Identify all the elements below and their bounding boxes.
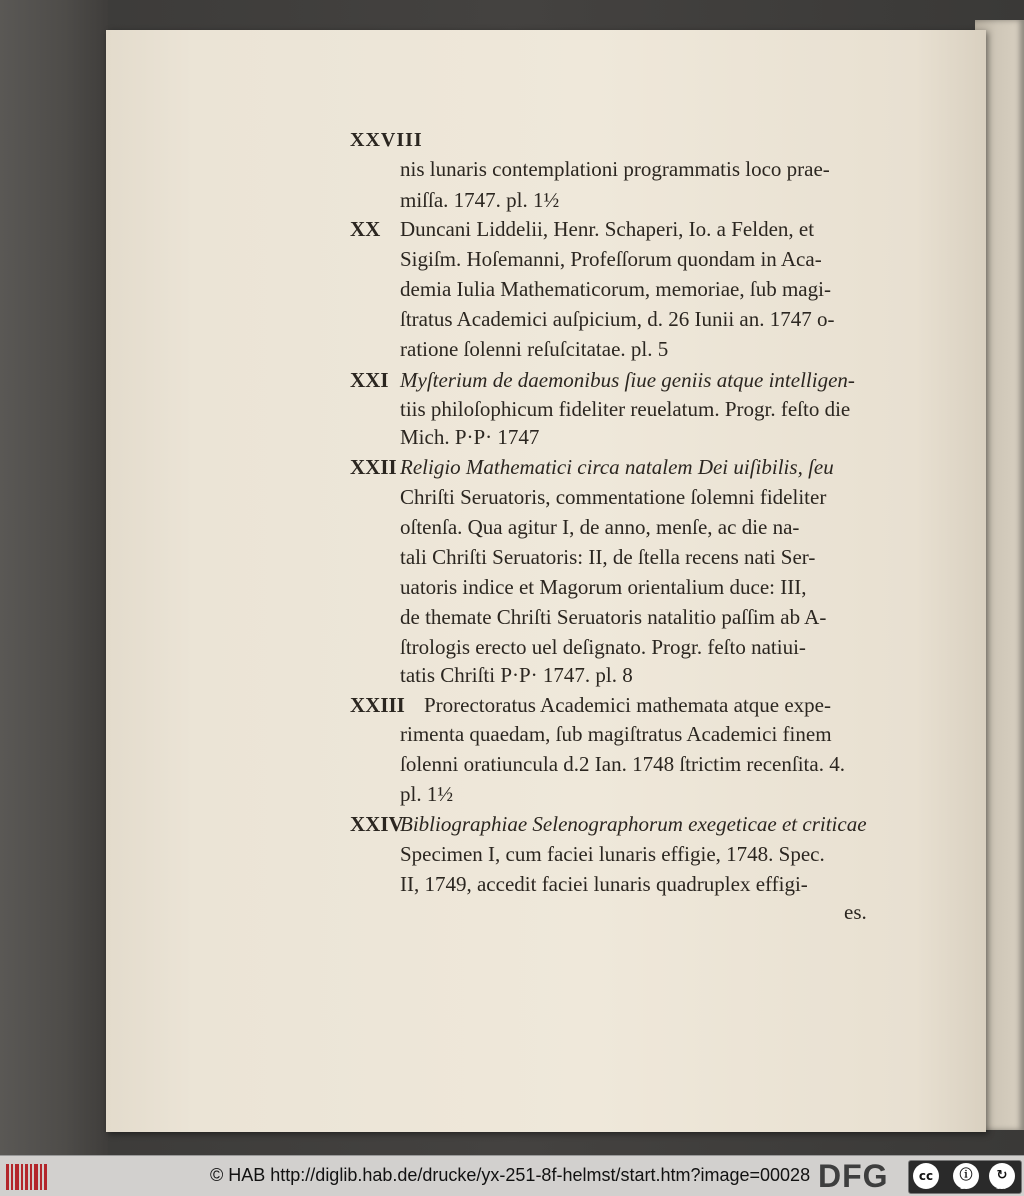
text-line: demia Iulia Mathematicorum, memoriae, ſub magi- (400, 277, 831, 301)
text-line: rimenta quaedam, ſub magiſtratus Academici finem (400, 722, 832, 746)
text-line: ſolenni oratiuncula d.2 Ian. 1748 ſtrictim recenſita. 4. (400, 752, 845, 776)
text-line: oſtenſa. Qua agitur I, de anno, menſe, ac die na- (400, 515, 800, 539)
sa-label: SA (996, 1183, 1006, 1191)
text-line: tatis Chriſti P·P· 1747. pl. 8 (400, 663, 633, 687)
text-line: ſtrologis erecto uel deſignato. Progr. feſto natiui- (400, 635, 806, 659)
text-line: ratione ſolenni reſuſcitatae. pl. 5 (400, 337, 669, 361)
text-line: Sigiſm. Hoſemanni, Profeſſorum quondam in Aca- (400, 247, 822, 271)
text-line: Mich. P·P· 1747 (400, 425, 540, 449)
library-barcode-icon (6, 1164, 48, 1190)
text-line: Religio Mathematici circa natalem Dei uiſibilis, ſeu (400, 455, 834, 479)
book-page (106, 30, 986, 1132)
text-line: II, 1749, accedit faciei lunaris quadruplex effigi- (400, 872, 808, 896)
entry-number: XXI (350, 368, 389, 392)
catchword: es. (844, 900, 867, 924)
source-link[interactable]: © HAB http://diglib.hab.de/drucke/yx-251-8f-helmst/start.htm?image=00028 (210, 1165, 811, 1185)
text-line: pl. 1½ (400, 782, 454, 806)
page-number: XXVIII (350, 129, 423, 151)
text-line: de themate Chriſti Seruatoris natalitio paſſim ab A- (400, 605, 827, 629)
text-line: miſſa. 1747. pl. 1½ (400, 188, 560, 212)
entry-number: XX (350, 217, 381, 241)
dfg-logo[interactable]: DFG (818, 1158, 889, 1194)
entry-number: XXIII (350, 693, 405, 717)
by-label: BY (960, 1183, 969, 1191)
by-icon: ⓘ (953, 1163, 979, 1189)
text-line: Specimen I, cum faciei lunaris effigie, 1748. Spec. (400, 842, 825, 866)
text-line: Duncani Liddelii, Henr. Schaperi, Io. a Felden, et (400, 217, 815, 241)
cc-icon: cc (913, 1163, 939, 1189)
entry-number: XXIV (350, 812, 404, 836)
entry-number: XXII (350, 455, 397, 479)
scan-left-edge (0, 0, 108, 1155)
sa-icon: ↻ (989, 1163, 1015, 1189)
text-line: nis lunaris contemplationi programmatis loco prae- (400, 157, 830, 181)
text-line: ſtratus Academici auſpicium, d. 26 Iunii an. 1747 o- (400, 307, 835, 331)
text-line: Chriſti Seruatoris, commentatione ſolemni fideliter (400, 485, 827, 509)
text-line: uatoris indice et Magorum orientalium duce: III, (400, 575, 807, 599)
text-line: Bibliographiae Selenographorum exegeticae et criticae (400, 812, 867, 836)
text-line: Prorectoratus Academici mathemata atque expe- (424, 693, 831, 717)
text-line: tali Chriſti Seruatoris: II, de ſtella recens nati Ser- (400, 545, 816, 569)
text-line: Myſterium de daemonibus ſiue geniis atque intelligen- (400, 368, 855, 392)
viewer-footer (0, 1155, 1024, 1196)
text-line: tiis philoſophicum fideliter reuelatum. Progr. feſto die (400, 397, 851, 421)
cc-license-badge[interactable] (908, 1160, 1022, 1194)
